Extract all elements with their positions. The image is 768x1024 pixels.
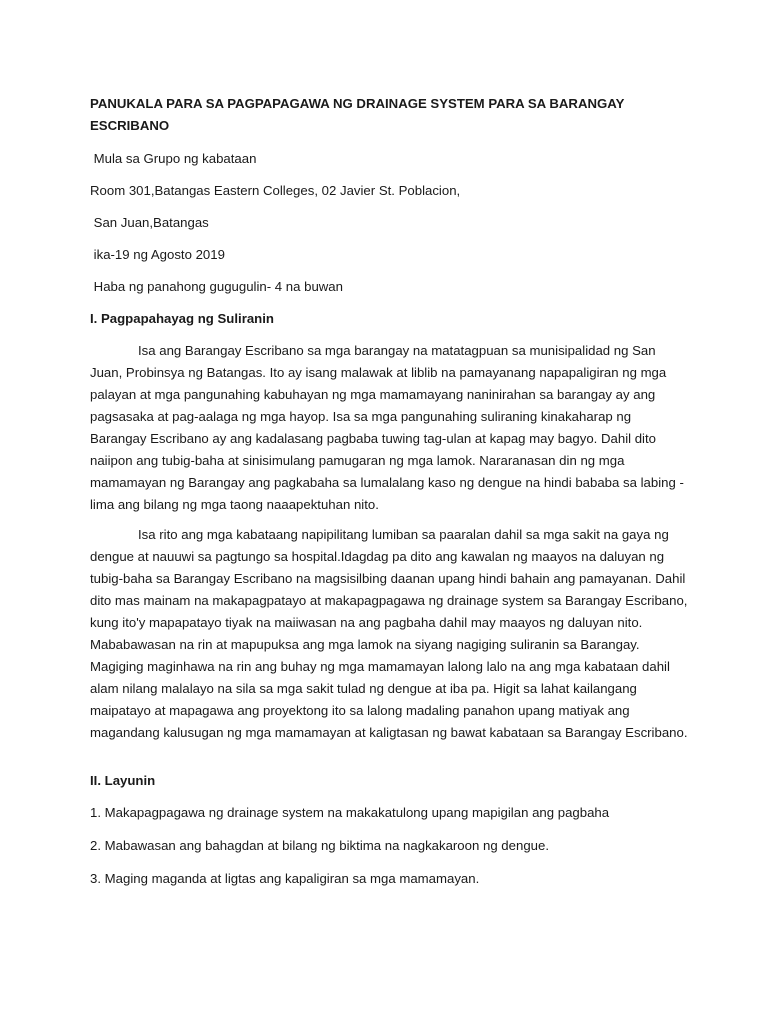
section-1-heading: I. Pagpapahayag ng Suliranin bbox=[90, 311, 274, 326]
objective-item-2: 2. Mabawasan ang bahagdan at bilang ng biktima na nagkakaroon ng dengue. bbox=[90, 838, 549, 853]
document-title: PANUKALA PARA SA PAGPAPAGAWA NG DRAINAGE SYSTEM PARA SA BARANGAY ESCRIBANO bbox=[90, 96, 625, 133]
section-1-paragraph-2: Isa rito ang mga kabataang napipilitang lumiban sa paaralan dahil sa mga sakit na gaya ng dengue at nauuwi sa pagtungo sa hospital.Idagdag pa dito ang kawalan ng maayos na daluyan ng tubig-baha sa Barangay Escribano na magsisilbing daanan upang hindi bahain ang pamayanan. Dahil dito mas mainam na makapagpatayo at makapagpagawa ng drainage system sa Barangay Escribano, kung ito'y mapapatayo tiyak na maiiwasan na ang pagbaha dahil may maayos ng daluyan nito. Mababawasan na rin at mapupuksa ang mga lamok na siyang nagiging suliranin sa Barangay. Magiging maginhawa na rin ang buhay ng mga mamamayan lalong lalo na ang mga kabataan dahil alam nilang malalayo na sila sa mga sakit tulad ng dengue at iba pa. Higit sa lahat kailangang maipatayo at mapagawa ang proyektong ito sa lalong madaling panahon upang matiyak ang magandang kalusugan ng mga mamamayan at kaligtasan ng bawat kabataan sa Barangay Escribano. bbox=[90, 527, 688, 740]
section-1-paragraph-1: Isa ang Barangay Escribano sa mga barangay na matatagpuan sa munisipalidad ng San Juan, Probinsya ng Batangas. Ito ay isang malawak at liblib na pamayanang napapaligiran ng mga palayan at mga pangunahing kabuhayan ng mga mamamayang naninirahan sa barangay ay ang pagsasaka at pag-aalaga ng mga hayop. Isa sa mga pangunahing suliraning kinakaharap ng Barangay Escribano ay ang kadalasang pagbaba tuwing tag-ulan at kapag may bagyo. Dahil dito naiipon ang tubig-baha at sinisimulang pamugaran ng mga lamok. Nararanasan din ng mga mamamayan ng Barangay ang pagkabaha sa lumalalang kaso ng dengue na hindi bababa sa labing -lima ang bilang ng mga taong naaapektuhan nito. bbox=[90, 343, 684, 512]
date-line: ika-19 ng Agosto 2019 bbox=[90, 247, 225, 262]
objective-item-1: 1. Makapagpagawa ng drainage system na makakatulong upang mapigilan ang pagbaha bbox=[90, 805, 610, 820]
address-line-1: Room 301,Batangas Eastern Colleges, 02 Javier St. Poblacion, bbox=[90, 183, 461, 198]
section-2-heading: II. Layunin bbox=[90, 773, 156, 788]
address-line-2: San Juan,Batangas bbox=[90, 215, 209, 230]
document-body bbox=[90, 93, 690, 901]
objective-item-3: 3. Maging maganda at ligtas ang kapaligiran sa mga mamamayan. bbox=[90, 871, 480, 886]
from-line: Mula sa Grupo ng kabataan bbox=[90, 151, 257, 166]
duration-line: Haba ng panahong gugugulin- 4 na buwan bbox=[90, 279, 343, 294]
